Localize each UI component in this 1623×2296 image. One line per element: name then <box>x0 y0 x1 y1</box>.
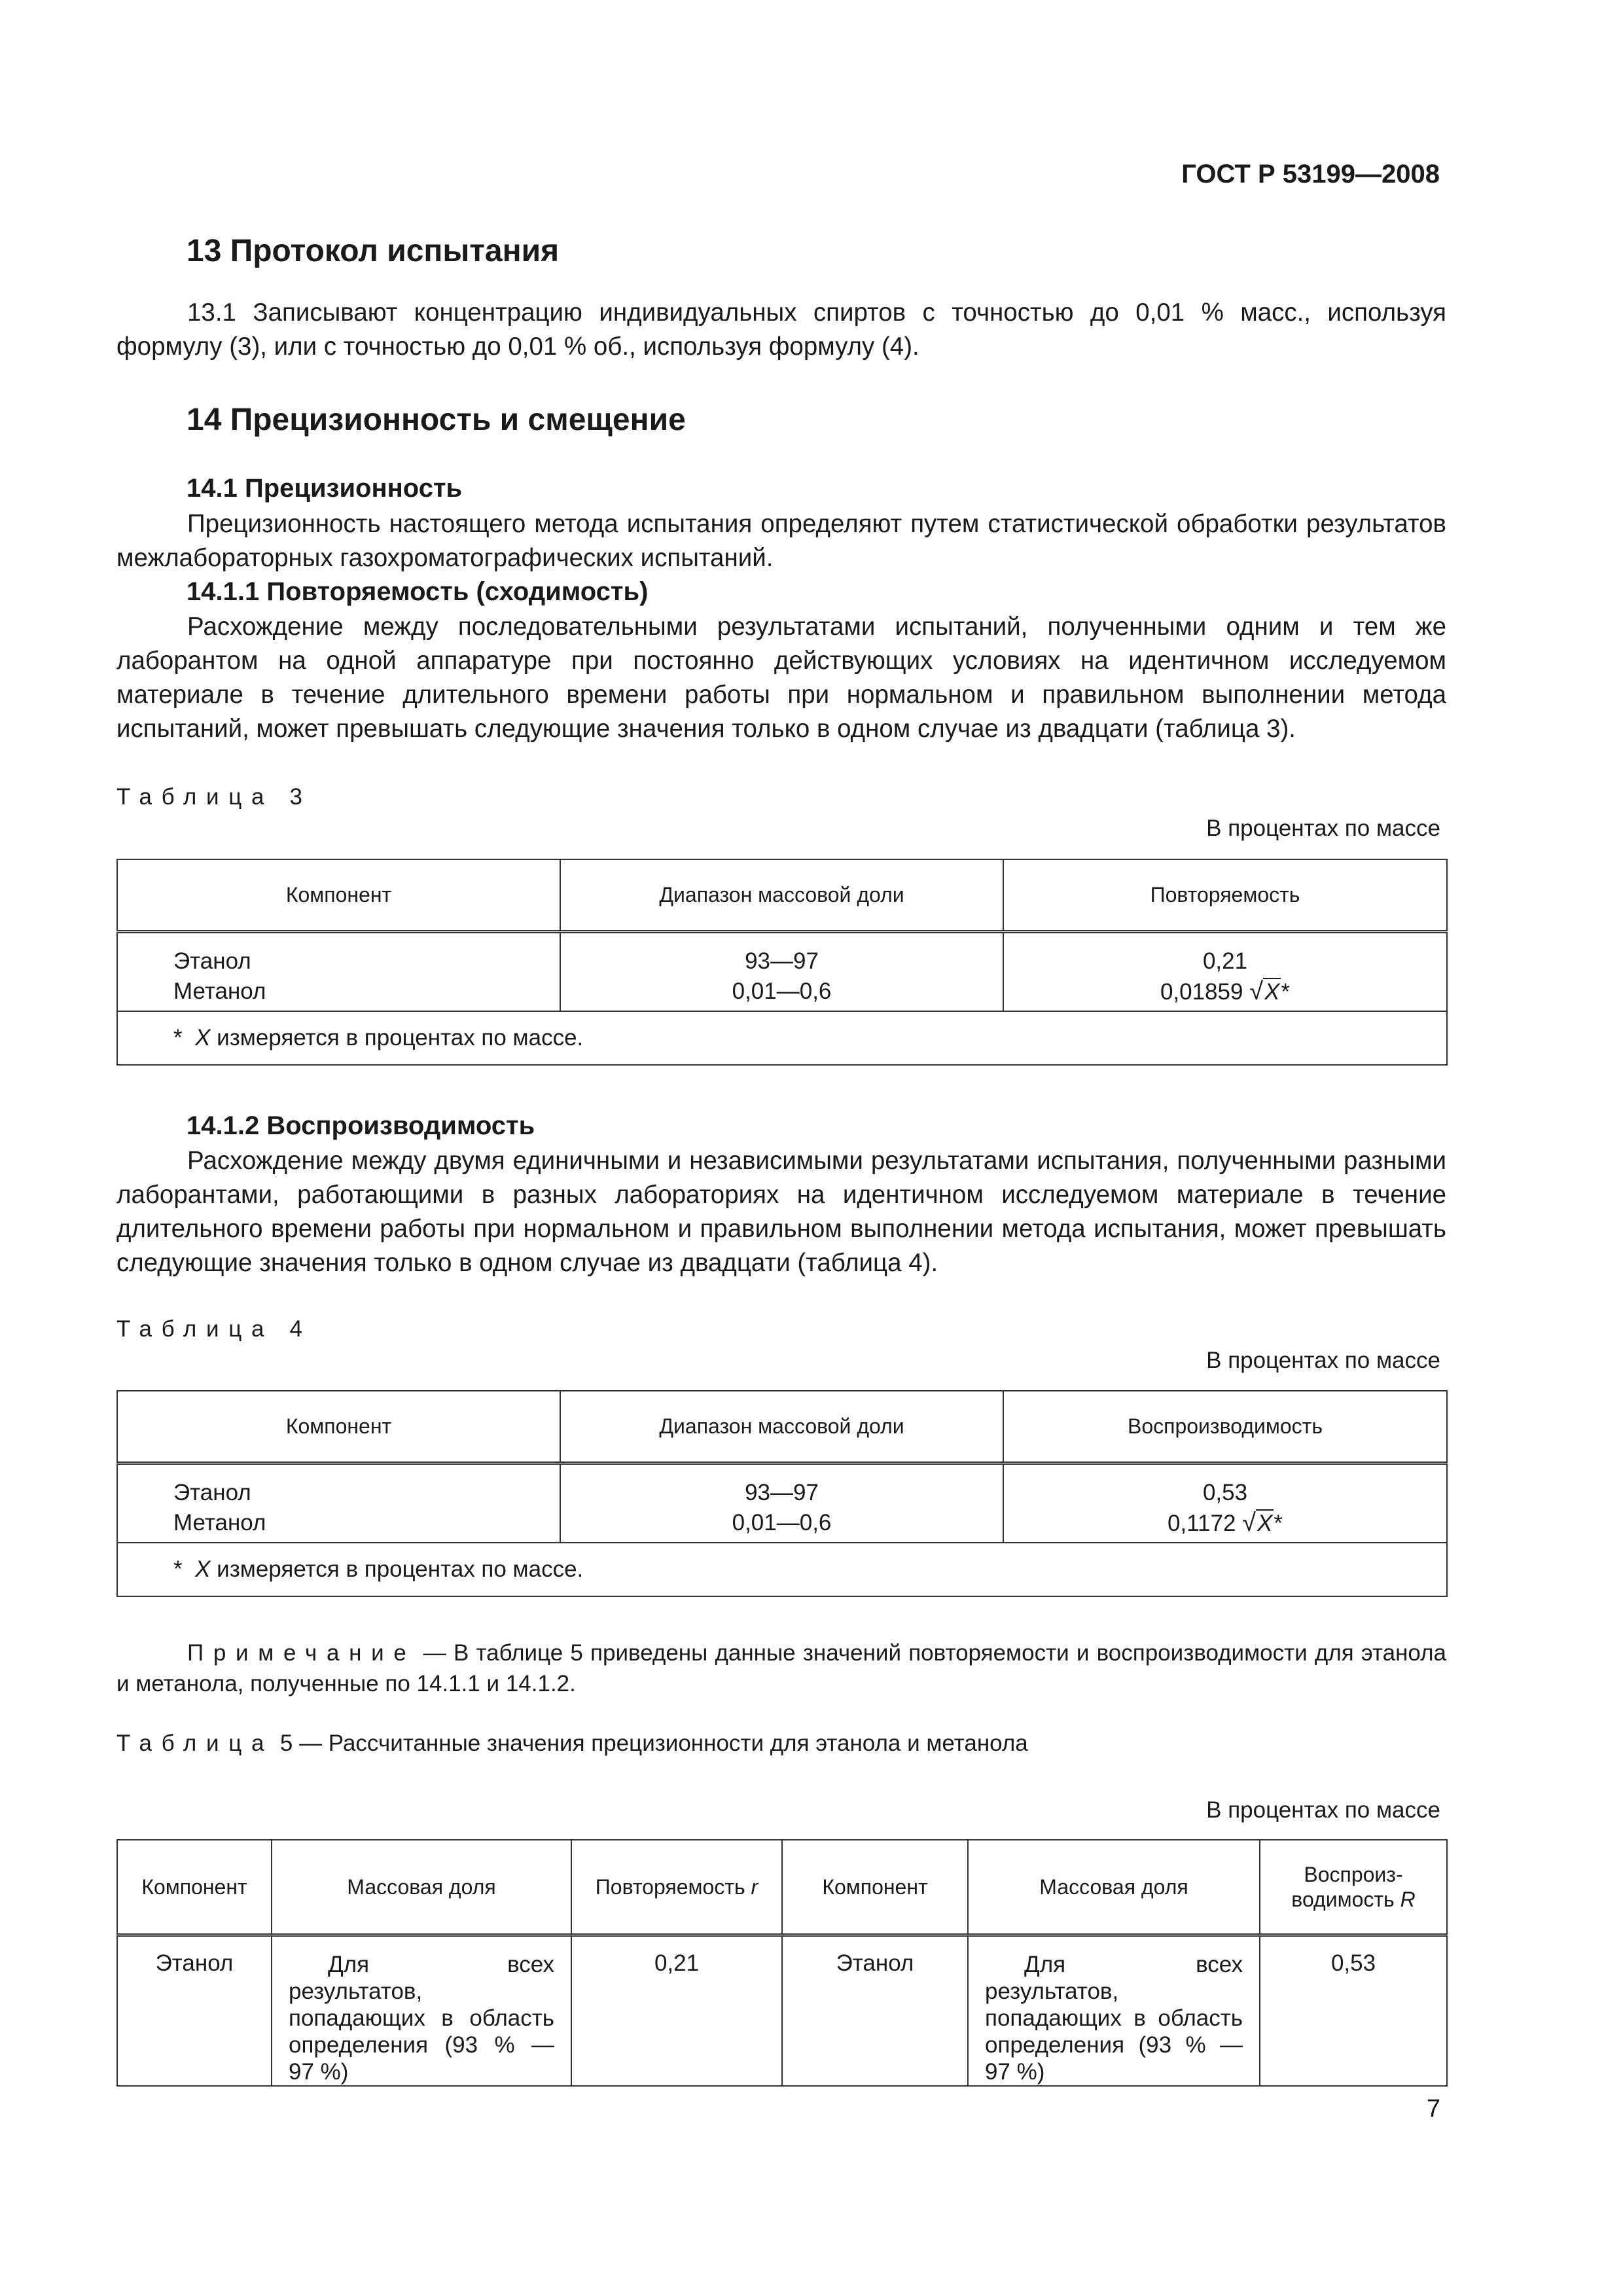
table-4-row-2-asterisk: * <box>1274 1510 1283 1536</box>
table-4-footnote-mark: * <box>173 1556 183 1582</box>
table-4-row-2-value <box>1004 1508 1446 1539</box>
table-4-row-2-variable: X <box>1257 1510 1273 1536</box>
table-5-repeatability-value: 0,21 <box>571 1935 782 2086</box>
table-4-header-reproducibility: Воспроизводимость <box>1003 1391 1447 1463</box>
table-5-mass-2-cell <box>968 1935 1260 2086</box>
table-3-row-1-value: 0,21 <box>1202 948 1248 974</box>
table-3-header-component: Компонент <box>117 859 560 931</box>
para-13-1 <box>116 296 1446 364</box>
table-5-header-reproducibility-symbol: R <box>1400 1887 1416 1911</box>
table-5-header-reproducibility-label: Воспроиз-водимость <box>1291 1862 1403 1911</box>
table-5-header-mass-1: Массовая доля <box>272 1840 571 1935</box>
table-4-values <box>1003 1463 1447 1543</box>
table-4-footnote-text: измеряется в процентах по массе. <box>217 1556 584 1582</box>
para-13-1-text: 13.1 Записывают концентрацию индивидуальных спиртов с точностью до 0,01 % масс., используя формулу (3), или с точностью до 0,01 % об., используя формулу (4). <box>116 298 1446 361</box>
table-4-footnote <box>117 1543 1447 1596</box>
note <box>116 1638 1446 1699</box>
table-5-reproducibility-value: 0,53 <box>1260 1935 1447 2086</box>
table-5-header-repeatability-symbol: r <box>751 1874 758 1899</box>
sqrt-symbol: √X <box>1242 1509 1273 1537</box>
para-14-1-2-text: Расхождение между двумя единичными и независимыми результатами испытания, полученными разными лаборантами, работающими в разных лабораториях на идентичном исследуемом материале в течение длительного времени работы при нормальном и правильном выполнении метода испытания, может превышать следующие значения только в одном случае из двадцати (таблица 4). <box>116 1147 1446 1277</box>
table-3-footnote-text: измеряется в процентах по массе. <box>217 1025 584 1050</box>
table-5-unit: В процентах по массе <box>1206 1797 1440 1823</box>
para-14-1-1 <box>116 610 1446 746</box>
table-3-row-1-component: Этанол <box>173 948 251 974</box>
para-14-1-text: Прецизионность настоящего метода испытания определяют путем статистической обработки результатов межлабораторных газохроматографических испытаний. <box>116 510 1446 572</box>
table-4-row-2-range: 0,01—0,6 <box>732 1509 832 1535</box>
table-5-caption <box>116 1731 1028 1757</box>
table-3-row-2-asterisk: * <box>1281 978 1291 1005</box>
table-5-header-mass-2: Массовая доля <box>968 1840 1260 1935</box>
page-number: 7 <box>1426 2095 1440 2123</box>
subsection-14-1-title: 14.1 Прецизионность <box>187 474 463 503</box>
table-5 <box>116 1839 1448 2087</box>
subsection-14-1-2-title: 14.1.2 Воспроизводимость <box>187 1111 535 1140</box>
table-4-footnote-symbol: X <box>195 1556 211 1582</box>
table-3-ranges <box>560 931 1003 1011</box>
table-4-row-2-coef: 0,1172 <box>1167 1510 1236 1536</box>
table-3-caption: Таблица 3 <box>116 784 312 810</box>
table-3-values <box>1003 931 1447 1011</box>
table-3-row-2-variable: X <box>1264 978 1280 1005</box>
section-14-title: 14 Прецизионность и смещение <box>187 403 686 437</box>
table-3-unit: В процентах по массе <box>1206 816 1440 841</box>
para-14-1-2 <box>116 1144 1446 1280</box>
note-label: Примечание <box>187 1640 416 1666</box>
table-4-row-1-component: Этанол <box>173 1479 251 1505</box>
table-5-header-repeatability <box>571 1840 782 1935</box>
table-3-footnote-symbol: X <box>195 1025 211 1050</box>
table-5-header-component-2: Компонент <box>782 1840 968 1935</box>
table-3-row-2-coef: 0,01859 <box>1160 978 1243 1005</box>
table-4-row-1-value: 0,53 <box>1202 1479 1248 1505</box>
table-3-row-1-range: 93—97 <box>745 948 819 974</box>
table-3-components <box>117 931 560 1011</box>
subsection-14-1-1-title: 14.1.1 Повторяемость (сходимость) <box>187 577 649 606</box>
table-5-mass-1-cell <box>272 1935 571 2086</box>
table-4-row-2-component: Метанол <box>173 1509 266 1535</box>
table-3-header-range: Диапазон массовой доли <box>560 859 1003 931</box>
note-text: — В таблице 5 приведены данные значений повторяемости и воспроизводимости для этанола и метанола, полученные по 14.1.1 и 14.1.2. <box>116 1640 1446 1696</box>
section-13-title: 13 Протокол испытания <box>187 234 560 268</box>
table-5-header-component-1: Компонент <box>117 1840 272 1935</box>
table-5-component-2: Этанол <box>782 1935 968 2086</box>
table-5-mass-2: Для всех результатов, попадающих в область определения (93 % — 97 %) <box>985 1951 1243 2085</box>
table-3-row-2-range: 0,01—0,6 <box>732 978 832 1004</box>
sqrt-symbol: √X <box>1249 977 1280 1005</box>
table-4-ranges <box>560 1463 1003 1543</box>
note-paragraph <box>116 1638 1446 1699</box>
table-4-components <box>117 1463 560 1543</box>
table-5-caption-label: Таблица <box>116 1731 274 1756</box>
table-4-header-component: Компонент <box>117 1391 560 1463</box>
table-4-caption: Таблица 4 <box>116 1316 312 1342</box>
table-5-header-repeatability-label: Повторяемость <box>595 1874 745 1899</box>
table-4-header-range: Диапазон массовой доли <box>560 1391 1003 1463</box>
table-5-component-1: Этанол <box>117 1935 272 2086</box>
table-3 <box>116 859 1448 1066</box>
table-5-caption-title: 5 — Рассчитанные значения прецизионности для этанола и метанола <box>279 1731 1028 1756</box>
table-5-header-reproducibility <box>1260 1840 1447 1935</box>
table-3-row-2-value <box>1004 977 1446 1007</box>
table-3-footnote <box>117 1011 1447 1065</box>
para-14-1-1-text: Расхождение между последовательными результатами испытаний, полученными одним и тем же лаборантом на одной аппаратуре при постоянно действующих условиях на идентичном исследуемом материале в течение длительного времени работы при нормальном и правильном выполнении метода испытаний, может превышать следующие значения только в одном случае из двадцати (таблица 3). <box>116 613 1446 743</box>
table-4-unit: В процентах по массе <box>1206 1348 1440 1373</box>
document-code: ГОСТ Р 53199—2008 <box>1181 160 1440 188</box>
para-14-1 <box>116 507 1446 575</box>
table-3-footnote-mark: * <box>173 1025 183 1050</box>
table-3-header-repeatability: Повторяемость <box>1003 859 1447 931</box>
table-5-mass-1: Для всех результатов, попадающих в область определения (93 % — 97 %) <box>289 1951 554 2085</box>
table-4-row-1-range: 93—97 <box>745 1479 819 1505</box>
table-3-row-2-component: Метанол <box>173 978 266 1004</box>
table-4 <box>116 1390 1448 1597</box>
